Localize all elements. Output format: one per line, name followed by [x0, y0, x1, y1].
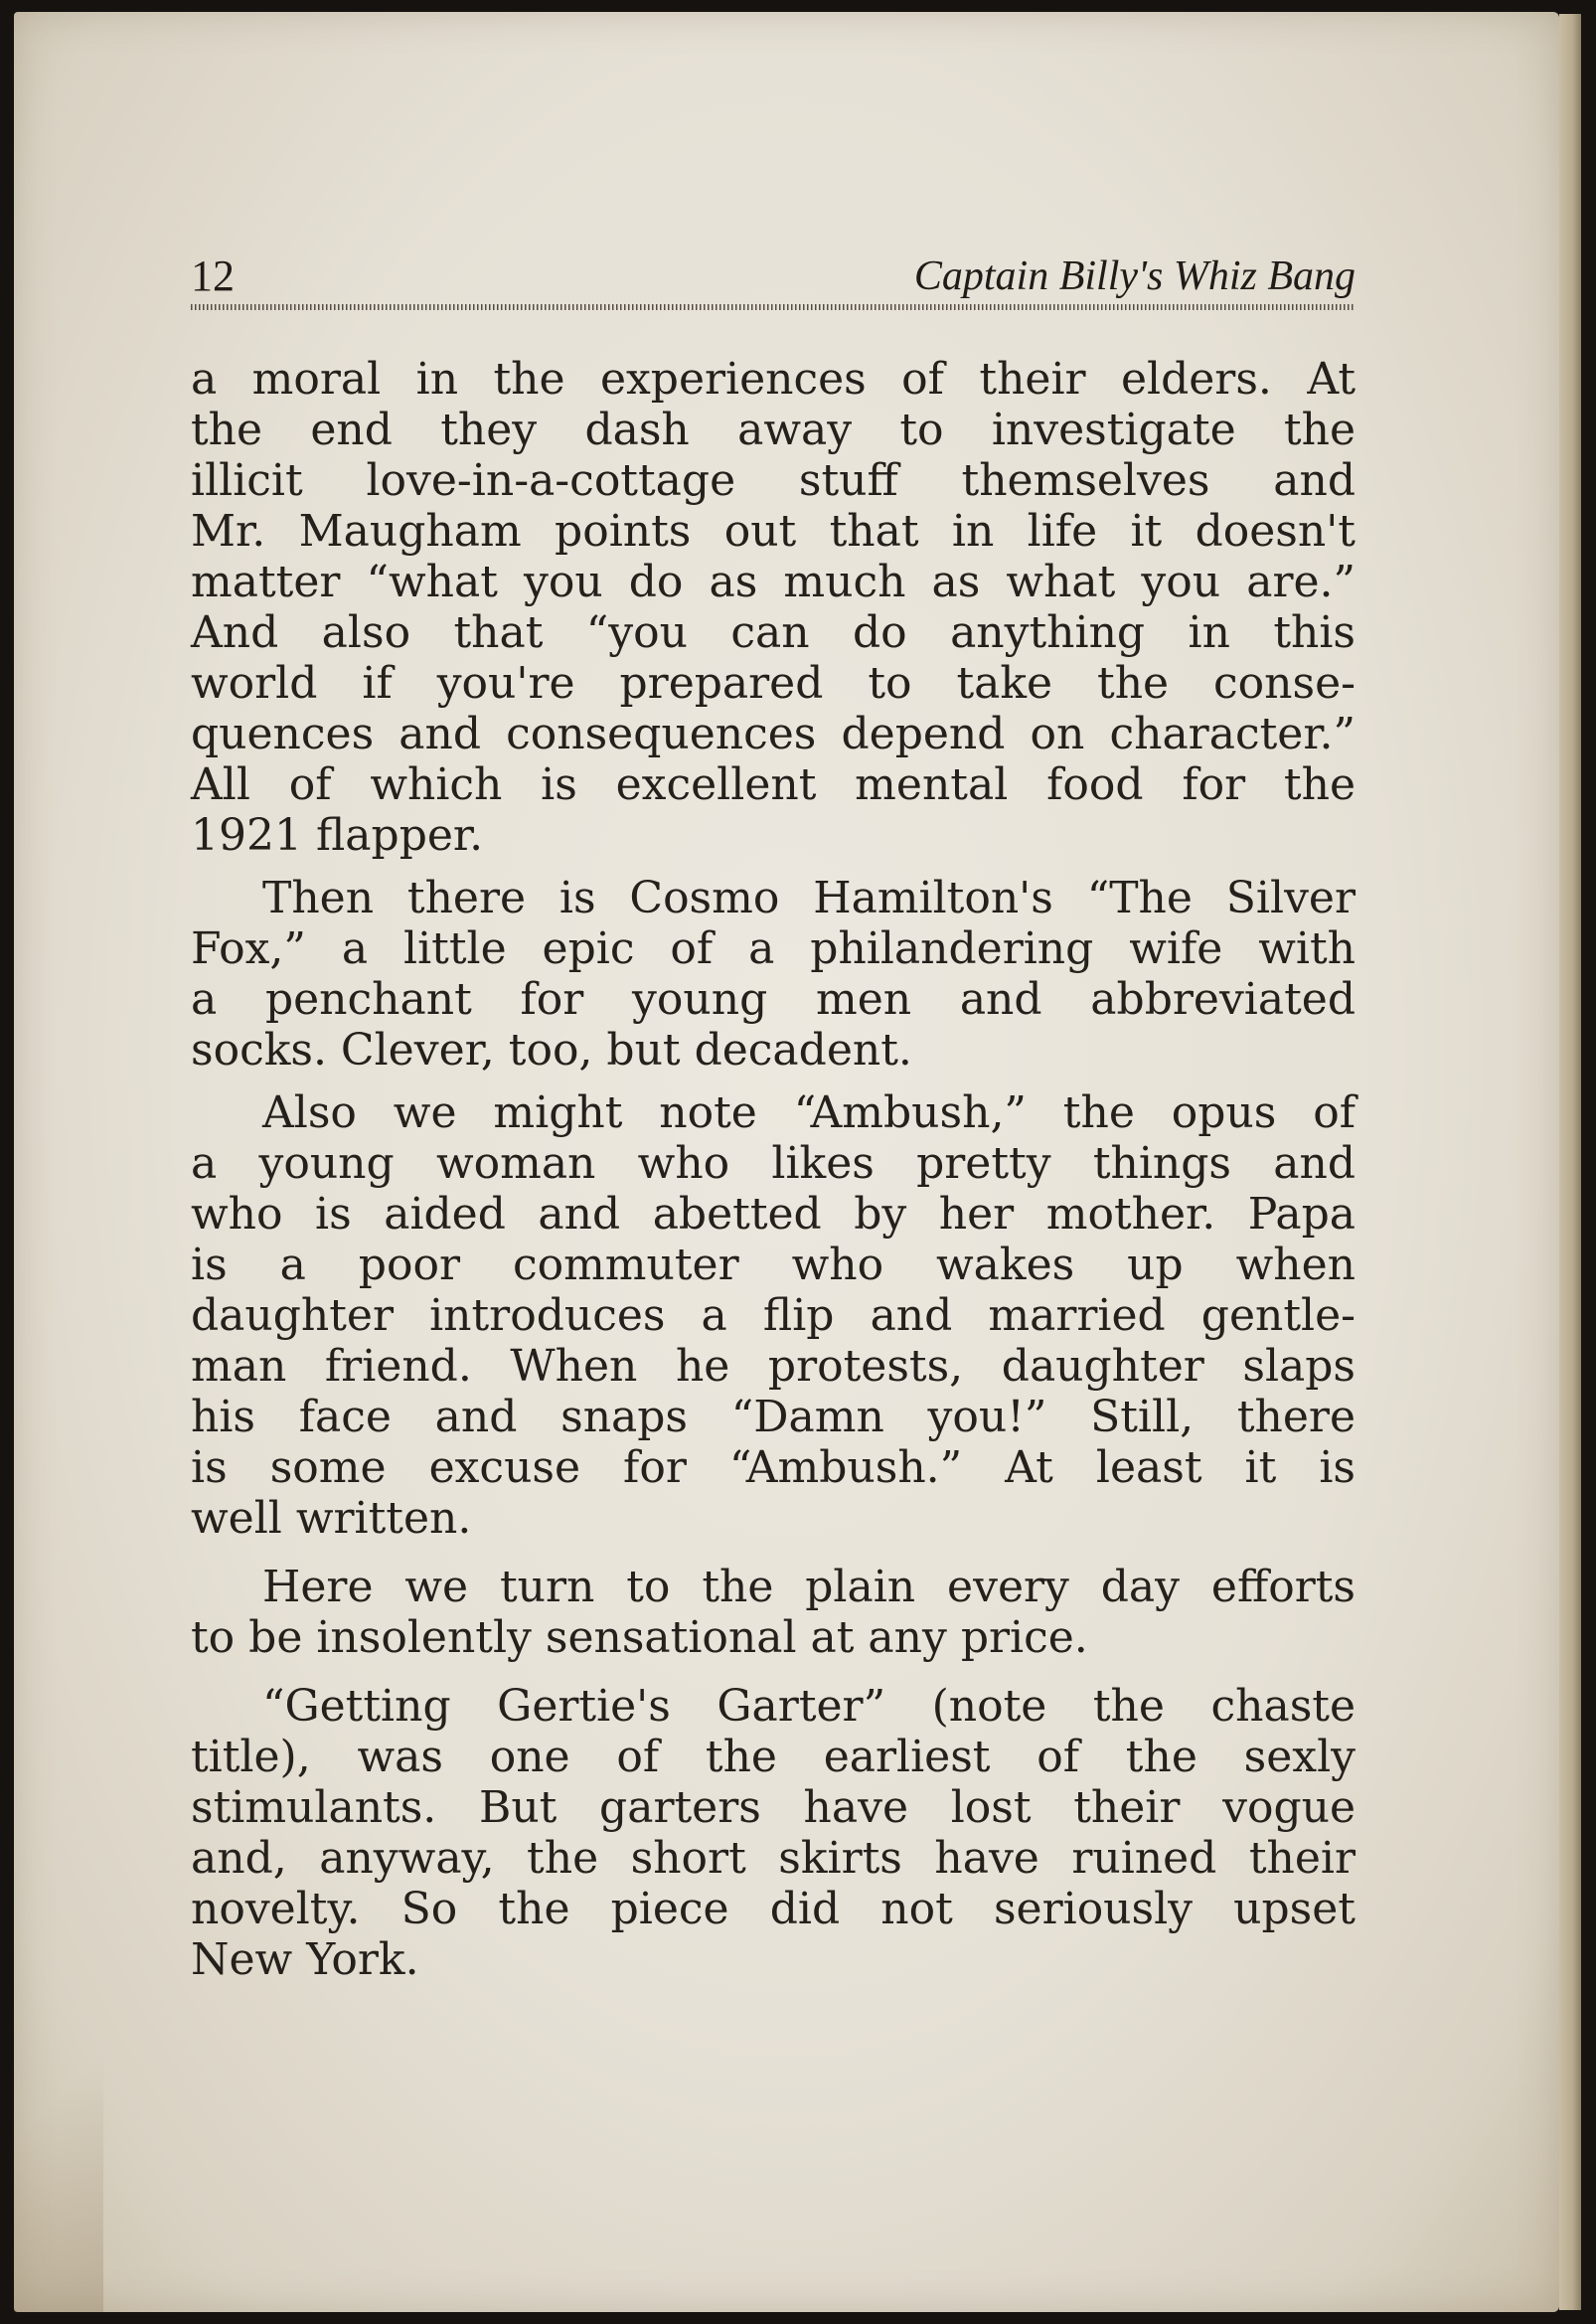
page-edge — [1559, 14, 1581, 2310]
text-line: novelty. So the piece did not seriously upset — [191, 1884, 1356, 1934]
text-line: All of which is excellent mental food for the — [191, 759, 1356, 810]
text-line: his face and snaps “Damn you!” Still, there — [191, 1392, 1356, 1442]
text-line: a moral in the experiences of their elders. At — [191, 354, 1356, 405]
text-line: well written. — [191, 1493, 472, 1544]
text-line: to be insolently sensational at any price. — [191, 1612, 1088, 1663]
page-stain — [14, 2028, 103, 2312]
text-line: the end they dash away to investigate the — [191, 405, 1356, 455]
text-line: title), was one of the earliest of the sexly — [191, 1732, 1356, 1782]
text-line: stimulants. But garters have lost their vogue — [191, 1782, 1356, 1833]
text-line: and, anyway, the short skirts have ruined their — [191, 1833, 1356, 1884]
text-line: is some excuse for “Ambush.” At least it is — [191, 1442, 1356, 1493]
text-line: New York. — [191, 1934, 419, 1985]
text-line: world if you're prepared to take the conse- — [191, 658, 1356, 709]
text-line: “Getting Gertie's Garter” (note the chaste — [262, 1681, 1356, 1732]
text-line: Fox,” a little epic of a philandering wife with — [191, 923, 1356, 974]
text-line: who is aided and abetted by her mother. Papa — [191, 1189, 1356, 1240]
page-number: 12 — [191, 251, 235, 300]
paragraph-4 — [191, 1562, 1356, 1663]
text-line: Here we turn to the plain every day efforts — [262, 1562, 1356, 1612]
text-line: Mr. Maugham points out that in life it doesn't — [191, 506, 1356, 557]
text-line: matter “what you do as much as what you are.” — [191, 557, 1356, 607]
paragraph-1 — [191, 354, 1356, 861]
header-rule — [191, 304, 1356, 310]
text-line: a penchant for young men and abbreviated — [191, 974, 1356, 1025]
text-line: Then there is Cosmo Hamilton's “The Silver — [262, 873, 1356, 923]
body-text — [191, 354, 1356, 1985]
paragraph-3 — [191, 1087, 1356, 1544]
text-line: man friend. When he protests, daughter slaps — [191, 1341, 1356, 1392]
text-line: is a poor commuter who wakes up when — [191, 1240, 1356, 1290]
text-line: daughter introduces a flip and married gentle- — [191, 1290, 1356, 1341]
text-line: Also we might note “Ambush,” the opus of — [262, 1087, 1356, 1138]
text-line: quences and consequences depend on character.” — [191, 709, 1356, 759]
text-line: socks. Clever, too, but decadent. — [191, 1025, 912, 1076]
text-line: illicit love-in-a-cottage stuff themselves and — [191, 455, 1356, 506]
paragraph-2 — [191, 873, 1356, 1076]
text-line: And also that “you can do anything in this — [191, 607, 1356, 658]
text-line: a young woman who likes pretty things and — [191, 1138, 1356, 1189]
page-header — [191, 247, 1356, 306]
paragraph-5 — [191, 1681, 1356, 1985]
text-line: 1921 flapper. — [191, 810, 484, 861]
running-title: Captain Billy's Whiz Bang — [913, 253, 1356, 299]
